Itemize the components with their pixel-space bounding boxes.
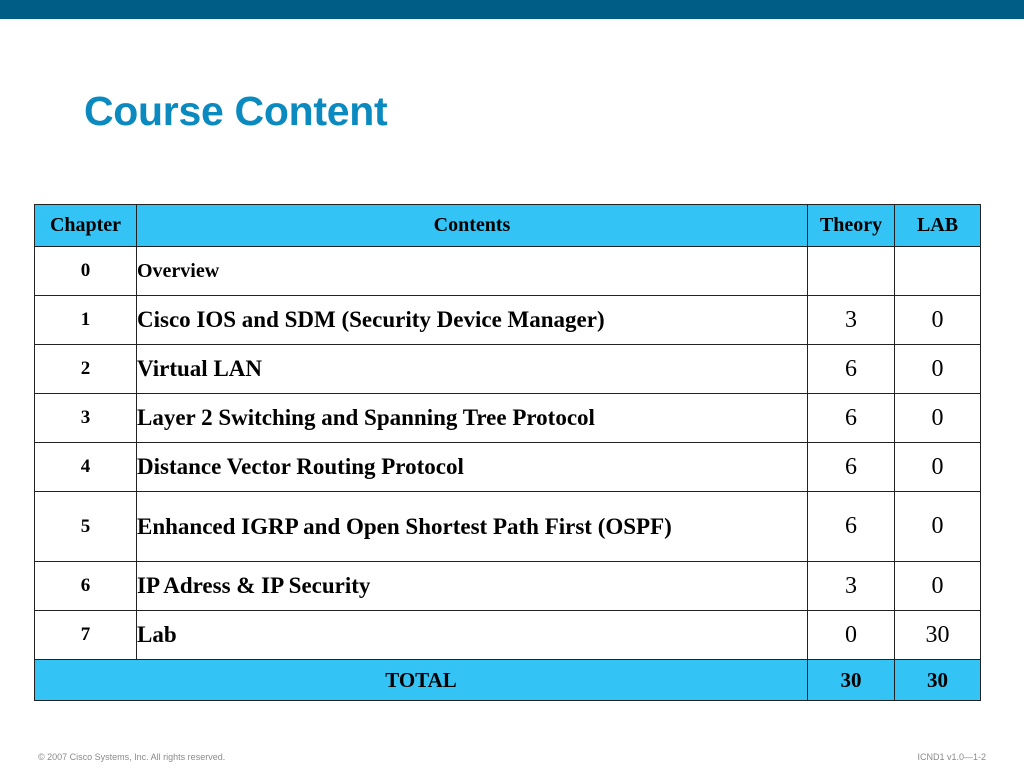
theory-cell: 6 [808, 394, 895, 443]
course-content-table [34, 204, 981, 701]
theory-cell: 6 [808, 345, 895, 394]
table-row [35, 394, 981, 443]
contents-cell: Lab [137, 611, 808, 660]
header-contents: Contents [137, 205, 808, 247]
total-theory: 30 [808, 660, 895, 701]
slide-title: Course Content [84, 88, 388, 134]
header-chapter: Chapter [35, 205, 137, 247]
table-row [35, 296, 981, 345]
table-header-row [35, 205, 981, 247]
chapter-cell: 6 [35, 562, 137, 611]
lab-cell: 0 [895, 345, 981, 394]
chapter-cell: 0 [35, 247, 137, 296]
contents-cell: Cisco IOS and SDM (Security Device Manager) [137, 296, 808, 345]
chapter-cell: 2 [35, 345, 137, 394]
table-row [35, 562, 981, 611]
theory-cell: 6 [808, 443, 895, 492]
theory-cell: 0 [808, 611, 895, 660]
contents-cell: Distance Vector Routing Protocol [137, 443, 808, 492]
chapter-cell: 3 [35, 394, 137, 443]
contents-cell: Overview [137, 247, 808, 296]
contents-cell: Virtual LAN [137, 345, 808, 394]
footer-copyright: © 2007 Cisco Systems, Inc. All rights reserved. [38, 752, 226, 762]
lab-cell: 0 [895, 394, 981, 443]
contents-cell: Enhanced IGRP and Open Shortest Path First (OSPF) [137, 492, 808, 562]
chapter-cell: 5 [35, 492, 137, 562]
theory-cell: 6 [808, 492, 895, 562]
theory-cell: 3 [808, 296, 895, 345]
total-row [35, 660, 981, 701]
header-theory: Theory [808, 205, 895, 247]
lab-cell [895, 247, 981, 296]
theory-cell [808, 247, 895, 296]
footer-course-id: ICND1 v1.0—1-2 [917, 752, 986, 762]
chapter-cell: 7 [35, 611, 137, 660]
lab-cell: 0 [895, 492, 981, 562]
chapter-cell: 1 [35, 296, 137, 345]
chapter-cell: 4 [35, 443, 137, 492]
table-row [35, 443, 981, 492]
contents-cell: IP Adress & IP Security [137, 562, 808, 611]
lab-cell: 0 [895, 443, 981, 492]
lab-cell: 0 [895, 562, 981, 611]
table-row [35, 247, 981, 296]
theory-cell: 3 [808, 562, 895, 611]
total-lab: 30 [895, 660, 981, 701]
total-label: TOTAL [35, 660, 808, 701]
lab-cell: 30 [895, 611, 981, 660]
table-row [35, 611, 981, 660]
contents-cell: Layer 2 Switching and Spanning Tree Protocol [137, 394, 808, 443]
table-row [35, 345, 981, 394]
header-lab: LAB [895, 205, 981, 247]
top-banner [0, 0, 1024, 19]
table-row [35, 492, 981, 562]
lab-cell: 0 [895, 296, 981, 345]
